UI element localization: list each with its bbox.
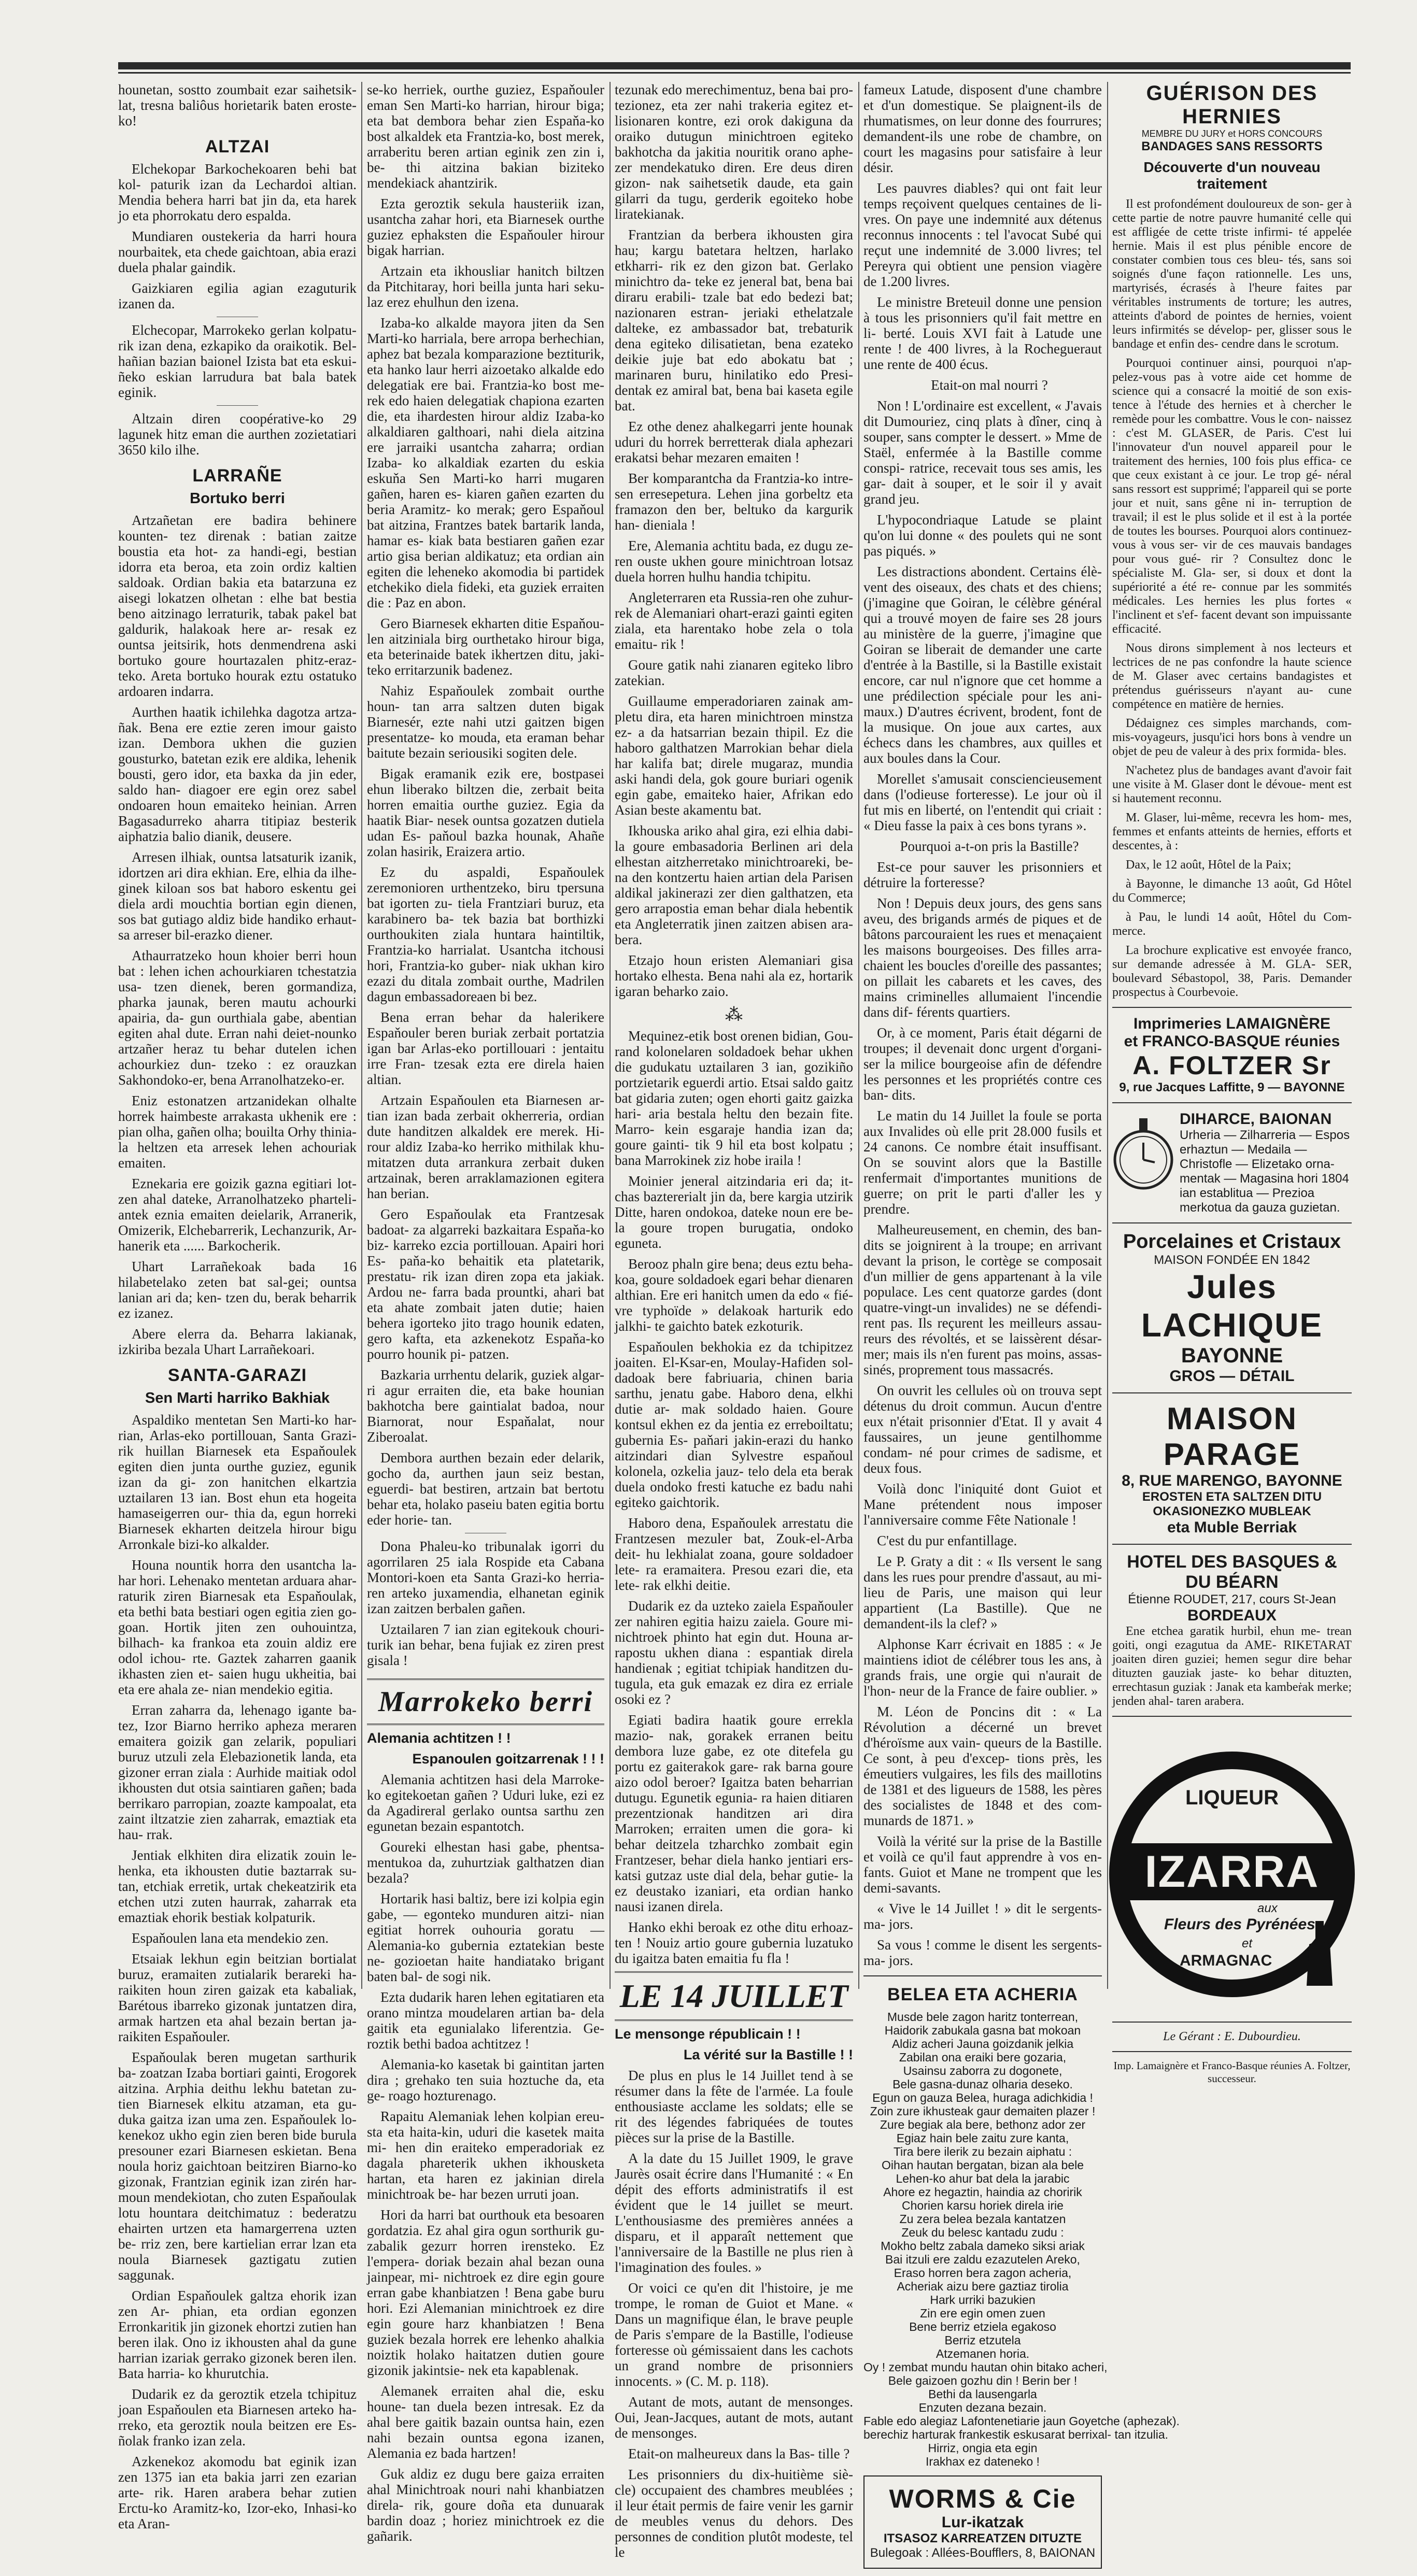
ad-title: IZARRA xyxy=(1144,1847,1320,1897)
ad-title: DIHARCE, BAIONAN xyxy=(1180,1111,1332,1128)
ad-title: GUÉRISON DES HERNIES xyxy=(1146,82,1318,128)
ad-worms xyxy=(863,2475,1102,2569)
paragraph: hounetan, sostto zoumbait ezar saihetsik- lat, tresna baliôus horietarik baten eroste- ko! xyxy=(118,82,357,129)
poem xyxy=(863,2010,1180,2468)
paragraph: Mundiaren oustekeria da harri houra nourbaitek, eta chede gaichtoan, abia erazi duela phalar gaindik. xyxy=(118,229,357,275)
ad-paragraph: Dax, le 12 août, Hôtel de la Paix; xyxy=(1126,858,1292,872)
poem-line: Fable edo alegiaz Lafontenetiarie jaun Goyetche (aphezak). xyxy=(863,2414,1180,2428)
ad-foltzer xyxy=(1112,1015,1352,1095)
ad-diharce xyxy=(1112,1111,1352,1215)
paragraph: Sa vous ! comme le disent les sergents-ma- jors. xyxy=(863,1937,1102,1968)
poem-line: Chorien karsu horiek direla irie xyxy=(902,2199,1064,2212)
paragraph: Azkenekoz akomodu bat eginik izan zen 1375 ian eta bakia jarri zen ezarian arte- rik. Haren arabera behar zutien Erctu-ko Aramitz-ko, Izor-eko, Inhasi-ko eta Aran- xyxy=(118,2454,357,2531)
paragraph: Frantzian da berbera ikhousten gira hau; kargu batetara heltzen, harlako etkharri- rik ez den gizon bat. Gerlako minichtro da- teke ez jeneral bat, bena bai diraru erabili- tzale bat edo bedezi bat; nazionaren estran- jeriaki ethelatzale dalteke, ez ambassador bat, trebaturik dena egiteko dilisatietan, bena ezateko deikie juje bat edo abokatu bat ; marinaren buru, hinilatiko edo Presi- dentak ez amiral bat, bena bai kaseta egile bat. xyxy=(615,227,853,414)
ad-line: MAISON FONDÉE EN 1842 xyxy=(1154,1253,1310,1267)
poem-line: Zabilan ona eraiki bere gozaria, xyxy=(899,2051,1067,2064)
paragraph: Espaňoulen bekhokia ez da tchipitzez joaiten. El-Ksar-en, Moulay-Hafiden sol- dadoak bere fabriuaria, chinen baria sarthu, jenatu gabe. Haboro dena, elkhi dutie ar- mak soldado haien. Goure kontsul ekhen ez da jentia ez erreboiltatu; gubernia Es- paňari jakin-erazi du hanko aitzindari dian Sylvestre espaňoul kolonela, ozkelia jauz- telo dela eta berak duela ondoko fresti katuche ez badu nahi egiteko gaichtorik. xyxy=(615,1339,853,1510)
ad-line: eta Muble Berriak xyxy=(1167,1519,1297,1536)
ad-hernies xyxy=(1112,82,1352,192)
paragraph: Les prisonniers du dix-huitième siè- cle) occupaient des chambres meublées ; il leur était permis de faire venir les garnir de meubles venus du dehors. Des personnes de condition plutôt modeste, tel le xyxy=(615,2467,853,2560)
paragraph: Athaurratzeko houn khoier berri houn bat : lehen ichen achourkiaren tchestatzia usa- tzen dienek, beren gormandiza, pharka jaunak, beren mautu achourki apairia, da- gun ourthiala gabe, abentian egiten ahal dute. Erran nahi deiet-nounko artzañer heraz tu behar dutelen ichen achourkiez dun- tzeko : ez orauzkan Sakhondoko-er, bena Arranolhatzeko-er. xyxy=(118,948,357,1088)
poem-line: Zure begiak ala bere, bethonz ador zer xyxy=(880,2118,1086,2131)
column-rule xyxy=(858,82,859,1989)
paragraph: Malheureusement, en chemin, des ban- dits se joignirent à la troupe; en arrivant devant la prison, le cortège se composait d'un millier de gens appartenant à la vile populace. Les cent quatorze gardes (dont quatre-vingt-un invalides) ne se défendi- rent pas. Ils reçurent les meilleurs assau- reurs des révoltés, et se laissèrent désar- mer; mais ils n'en furent pas moins, assas- sinés, proprement tous massacrés. xyxy=(863,1222,1102,1377)
column-5 xyxy=(1112,82,1352,2088)
paragraph: Gero Espaňoulak eta Frantzesak badoat- za algarreki bazkaitara Espaňa-ko biz- karreko ezcia portillouan. Apairi hori Es- paňa-ko behaitik eta platetarik, prestatu- rik izan diren zopa eta jakiak. Ardou ne- farra bada prountki, ahari bat eta ahate zombait jaten dutie; haien behera igorteko jito trago hounik edaten, gero kafta, eta azkenekotz Espaňa-ko pourro hounik pi- patzen. xyxy=(367,1206,604,1362)
paragraph: Morellet s'amusait consciencieusement dans (l'odieuse forteresse). Le jour où il fut mis en liberté, on l'entendit qui criait : « Dieu fasse la paix à ces bons tyrans ». xyxy=(863,771,1102,833)
ad-line: ITSASOZ KARREATZEN DITUZTE xyxy=(883,2531,1082,2545)
paragraph: Voilà la vérité sur la prise de la Bastille et voilà ce qu'il faut apprendre à vos en- fants. Guiot et Mane ne trompent que les demi-savants. xyxy=(863,1833,1102,1896)
paragraph: Les pauvres diables? qui ont fait leur temps reçoivent quelques centaines de li- vres. On paye une indemnité aux détenus reconnus innocents : tel l'avocat Subé qui reçut une indemnité de 3.000 livres; tel Pereyra qui obtient une pension viagère de 1.200 livres. xyxy=(863,180,1102,289)
paragraph: Jentiak elkhiten dira elizatik zouin le- henka, eta ikhousten dutie baztarrak su- tan, etchiak erretik, urtak chekeatzirik eta etchen utzi zuten haurrak, zaharrak eta emaztiak ehorik bestiak kolpaturik. xyxy=(118,1847,357,1925)
poem-line: Zeuk du belesc kantadu zudu : xyxy=(901,2226,1064,2239)
paragraph: Dembora aurthen bezain eder delarik, gocho da, aurthen jaun seiz bestan, eguerdi- bat bestiren, artzain bat bertotu behar eta, holako paseiu baten egitia bortu eder horie- tan. xyxy=(367,1450,604,1528)
paragraph: Eznekaria ere goizik gazna egitiari lot- zen ahal dateke, Arranolhatzeko pharteli- antek eznia emaiten deielarik, Arranerik, Omizerik, Elchebarrerik, Lechanzurik, Ar- hanerik eta ...... Barkocherik. xyxy=(118,1176,357,1254)
article-subheading: La vérité sur la Bastille ! ! xyxy=(683,2047,853,2062)
ad-paragraph: Dédaignez ces simples marchands, com- mis-voyageurs, jusqu'ici hors bons à vendre un objet de peu de valeur à des prix formida- bles. xyxy=(1112,717,1352,758)
paragraph: Moinier jeneral aitzindaria eri da; it- chas baztererialt jin da, bere kargia utzirik Ditte, haren ondokoa, dateke noun ere be- la goure tropen burugatia, ondoko eguneta. xyxy=(615,1173,853,1251)
paragraph: Rapaitu Alemaniak lehen kolpian ereu- sta eta haita-kin, uduri die kasetek maita mi- hen din eraiteko emperadoriak ez dagala phareterik ukhen ikhousketa hartan, eta haren ez jakinian direla minichtroak be- har bezen urruti joan. xyxy=(367,2109,604,2202)
ad-line: OKASIONEZKO MUBLEAK xyxy=(1153,1504,1311,1518)
ad-line: Fleurs des Pyrénées xyxy=(1164,1916,1315,1933)
paragraph: Gero Biarnesek ekharten ditie Espaňou- len aitziniala birg ourthetako hirour biga, eta beterinaide batek ikhertzen ditu, jaki- teko erritarzunik badenez. xyxy=(367,616,604,678)
paragraph: Ordian Espaňoulek galtza ehorik izan zen Ar- phian, eta ordian egonzen Erronkaritik jin gizonek ehortzi zutien han beren ilak. Ono iz ikhousten ahal da gune harrian izariak gerrako gizonek beren ilen. Bata harria- ko khurutchia. xyxy=(118,2288,357,2381)
section-heading-altzai: ALTZAI xyxy=(205,137,270,156)
paragraph: Aurthen haatik ichilehka dagotza artza- ñak. Bena ere eztie zeren imour gaisto izan. Dembora ukhen die guzien gousturko, batetan ezik ere aldika, lehenik bousti, gero idor, eta baxka da jin eder, saldo han- diagoer ere egin orez sabel ondoaren houn emaiteko heinian. Arren Bagasadurreko aharra titipiaz besterik aiphatzia balio dianik, deusere. xyxy=(118,704,357,844)
article-title-marrokeko: Marrokeko berri xyxy=(367,1678,604,1725)
paragraph: Autant de mots, autant de mensonges. Oui, Jean-Jacques, autant de mots, autant de mensonges. xyxy=(615,2394,853,2441)
ad-paragraph: Il est profondément douloureux de son- ger à cette partie de notre pauvre humanité celle qui est affligée de cette triste infirmi- té appelée hernie. Mais il est plus pénible encore de constater combien tous ces bleu- tés, sans soi soignés d'une façon rationnelle. Les uns, martyrisés, écrasés à l'heure faites par véritables instruments de torture; les autres, atteints d'abord de pointes de hernies, voient leurs infirmités se dévelop- per, glisser sous le bandage et enfin des- cendre dans le scrotum. xyxy=(1112,197,1352,351)
paragraph: Mequinez-etik bost orenen bidian, Gou- rand kolonelaren soldadoek behar ukhen die gudukatu uztailaren 3 ian, gozikiño portzietarik eguerdi artio. Etsai saldo gaitz bat gidaria zuten; ogen ehorti gaitz gaizka hari- aria bestala heltu den bezain fite. Marro- kein esgaraje handia izan da; goure gainti- tik 9 hil eta bost kolpatu ; bana Marrokinek ziz hobe iraila ! xyxy=(615,1028,853,1168)
paragraph: Pourquoi a-t-on pris la Bastille? xyxy=(900,838,1079,854)
paragraph: Or voici ce qu'en dit l'histoire, je me trompe, le roman de Guiot et Mane. « Dans un magnifique élan, le brave peuple de Paris s'empare de la Bastille, l'odieuse forteresse où gémissaient dans les cachots un grand nombre de prisonniers innocents. » (C. M. p. 118). xyxy=(615,2280,853,2389)
top-rule xyxy=(118,62,1351,69)
paragraph: Ezta dudarik haren lehen egitatiaren eta orano mintza moudelaren artian ba- dela gaitik eta egunialako liferentzia. Ge- roztik bethi badoa achtitzez ! xyxy=(367,1989,604,2052)
poem-line: Haidorik zabukala gasna bat mokoan xyxy=(884,2024,1081,2037)
paragraph: Dudarik ez da uzteko zaiela Espaňouler zer nahiren egitia haizu zaiela. Goure mi- nichtroek phinto hat egin dut. Houna ar- rapostu ukhen diana : espantiak direla handienak ; egitiat tchipiak handitzen du- tugula, eta guk emazak ez dira ez erriale osoki ez ? xyxy=(615,1598,853,1707)
paragraph: On ouvrit les cellules où on trouva sept détenus du droit commun. Aucun d'entre eux n'était prisonnier d'Etat. Il y avait 4 faussaires, un jeune gentilhomme condam- né pour crimes de sadisme, et deux fous. xyxy=(863,1383,1102,1476)
paragraph: Elchecopar, Marrokeko gerlan kolpatu- rik izan dena, ezkapiko da oraikotik. Bel- hañian bazian baionel Izista bat eta eskui- ñeko eskian larrudura bat bala batek eginik. xyxy=(118,322,357,400)
ad-heading: Découverte d'un nouveau traitement xyxy=(1143,159,1321,192)
paragraph: Hori da harri bat ourthouk eta besoaren gordatzia. Ez ahal gira ogun sorthurik gu- zabalik gezurr horren irensteko. Ez l'empera- doriak bezain ahal bezan ouna jainpear, mi- nichtroek ez dire egin goure erran gabe khanbiatzen ! Bena gabe buru hori. Ezi Alemanian minichtroek ez dire egin goure harz khanbiatzen ! Bena guziek bezala horrek ere lehenko ahalkia noiztik holako haitatzen dutien goure gizonik jakintsie- nek eta kapablenak. xyxy=(367,2207,604,2378)
ad-title: MAISON PARAGE xyxy=(1163,1401,1301,1472)
paragraph: Hanko ekhi beroak ez othe ditu erhoaz- ten ! Nouiz artio goure gubernia luzatuko du igaitza baten emaitia fu fla ! xyxy=(615,1919,853,1966)
column-4 xyxy=(863,82,1180,2576)
poem-line: Oihan hautan bergatan, bizan ala bele xyxy=(881,2158,1084,2172)
poem-line: Atzemanen horia. xyxy=(936,2347,1030,2360)
paragraph: Abere elerra da. Beharra lakianak, izkiriba bezala Uhart Larrañekoari. xyxy=(118,1326,357,1357)
paragraph: Etzajo houn eristen Alemaniari gisa hortako elhesta. Bena nahi ala ez, hortarik igaran beharko zaio. xyxy=(615,952,853,999)
ad-text: Urheria — Zilharreria — Espos erhaztun — Medaila — Christofle — Elizetako orna- mentak — Magasina hori 1804 ian establitua — Prezioa merkotua da gauza guzietan. xyxy=(1180,1128,1350,1215)
ad-subtitle: BANDAGES SANS RESSORTS xyxy=(1141,139,1323,153)
paragraph: Dona Phaleu-ko tribunalak igorri du agorrilaren 25 iala Rospide eta Cabana Montori-koen eta Santa Grazi-ko herria- ren arteko juxamendia, elhanetan eginik izan zaitzen berbalen gañen. xyxy=(367,1539,604,1616)
paragraph: Angleterraren eta Russia-ren ohe zuhur- rek de Alemaniari ohart-erazi gainti egiten ziala, eta harentako hobe zela o tola emaitu- rik ! xyxy=(615,590,853,652)
paragraph: Ez du aspaldi, Espaňoulek zeremonioren urthentzeko, biru tpersuna bat igorten zu- tiela Frantziari buruz, eta karabinero ba- tek bazia bat borthizki ourthoukiten ziala huntara haintiltik, Frantzia-ko harrialat. Usantcha itchousi hori, Frantzia-ko guber- niak ukhan kiro ezazi du ditala zombait ourthe, Madrilen dagun embassadoreaen bi bez. xyxy=(367,864,604,1004)
poem-line: Acheriak aizu bere gaztiaz tirolia xyxy=(897,2280,1069,2293)
paragraph: Arresen ilhiak, ountsa latsaturik izanik, idortzen ari dira ekhian. Ere, elhia da ilhe- ginek kiloan sos bat haboro eskentu gei diela ardi mouchtia bortian egin dienen, sos bat gutiago aldiz bide handiko erhaut- sa arreser bil-erazko diener. xyxy=(118,849,357,943)
poem-line: Zoin zure ikhusteak gaur demaiten plazer ! xyxy=(870,2104,1096,2118)
divider xyxy=(1112,2022,1352,2023)
paragraph: Uhart Larrañekoak bada 16 hilabetelako zeten bat sal-gei; ountsa lanian ari da; ken- tzen du, berak beharrik ez izanez. xyxy=(118,1259,357,1321)
ad-lachique xyxy=(1112,1231,1352,1385)
paragraph: Hortarik hasi baltiz, bere izi kolpia egin gabe, — egonteko munduren aitzi- nian egitiat horrek ouhouria goratu — Alemania-ko gubernia eztatekian beste ne- gozioetan haite handiatako brigant baten bal- de sogi nik. xyxy=(367,1891,604,1984)
divider xyxy=(1112,1102,1352,1103)
column-3 xyxy=(615,82,853,2565)
poem-line: Eraso horren bera zagon acheria, xyxy=(894,2266,1072,2280)
ad-address: 9, rue Jacques Laffitte, 9 — BAYONNE xyxy=(1119,1080,1345,1094)
paragraph: Erran zaharra da, lehenago igante ba- tez, Izor Biarno herriko apheza meraren emaitera goizik gan zelarik, populiari buruz utzuli zela Elebazionetik landa, eta gizoner erran ziala : Aurhide maitiak odol ikhousten dut otsia saintiaren gañen; bada berrikaro parropian, zoazte kampoalat, eta zaint iltzatzie zien zaharrak, emaztiak eta hau- rrak. xyxy=(118,1702,357,1842)
paragraph: Goure gatik nahi zianaren egiteko libro zatekian. xyxy=(615,657,853,688)
paragraph: Nahiz Espaňoulek zombait ourthe houn- tan arra saltzen duten bigak Biarnesér, ezte nahi utzi gaitzen bigen presentatze- ko mouda, eta eraman behar baitute bezain seriousiki sogiten dele. xyxy=(367,683,604,761)
paragraph: Est-ce pour sauver les prisonniers et détruire la forteresse? xyxy=(863,859,1102,890)
ad-paragraph: Nous dirons simplement à nos lecteurs et lectrices de ne pas confondre la haute science de M. Glaser avec certains bandagistes et prétendus guérisseurs n'ayant au- cune compétence en matière de hernies. xyxy=(1112,642,1352,711)
poem-line: Berriz etzutela xyxy=(944,2333,1021,2347)
poem-line: Enzuten dezana bezain. xyxy=(918,2401,1047,2414)
ornament-icon: ⁂ xyxy=(725,1005,743,1024)
poem-line: Aldiz acheri Jauna goizdanik jelkia xyxy=(891,2037,1074,2051)
article-subheading: Espanoulen goitzarrenak ! ! ! xyxy=(412,1751,604,1767)
watch-icon xyxy=(1112,1111,1174,1193)
ad-paragraph: La brochure explicative est envoyée franco, sur demande adressée à M. GLA- SER, boulevard Sébastopol, 38, Paris. Demander prospectus à Courbevoie. xyxy=(1112,944,1352,999)
article-subheading: Alemania achtitzen ! ! xyxy=(367,1730,511,1746)
paragraph: Guk aldiz ez dugu bere gaiza erraiten ahal Minichtroak nouri nahi khanbiatzen direla- rik, goure doña eta dunuarak bardin doaz ; horiez minichtroek ez die gañarik. xyxy=(367,2466,604,2544)
poem-line: Zin ere egin omen zuen xyxy=(920,2307,1045,2320)
paragraph: Dudarik ez da geroztik etzela tchipituz joan Espaňoulen eta Biarnesen arteko ha- rreko, eta geroztik noula beitzen ere Es- ñolak franko izan zela. xyxy=(118,2386,357,2449)
poem-line: Usainsu zaborra zu dogonete, xyxy=(903,2064,1062,2077)
ad-title: WORMS & Cie xyxy=(889,2484,1076,2513)
paragraph: Bena erran behar da halerikere Espaňouler beren buriak zerbait portatzia igan bar Arlas-eko portillouari : jentaitu irre Fran- tzesak ezta ere direla haien altian. xyxy=(367,1009,604,1087)
column-rule xyxy=(610,82,611,1989)
paragraph: Etsaiak lekhun egin beitzian bortialat buruz, eramaiten zutialarik berareki ha- raikiten houn ziren gaizak eta kabaliak, Barétous ibarreko gizonak juntatzen dira, armak hartzen eta ahal bezain bertan ja- raikiten Espaňouler. xyxy=(118,1951,357,2044)
paragraph: Ezta geroztik sekula hausteriik izan, usantcha zahar hori, eta Biarnesek ourthe guziez ephaksten die Espaňouler hirour bigak harrian. xyxy=(367,196,604,258)
ad-subtitle: MEMBRE DU JURY et HORS CONCOURS xyxy=(1141,129,1323,139)
poem-line: Oy ! zembat mundu hautan ohin bitako acheri, xyxy=(863,2360,1108,2374)
poem-line: Musde bele zagon haritz tonterrean, xyxy=(887,2010,1079,2024)
ad-line: aux xyxy=(1257,1901,1278,1915)
column-1 xyxy=(118,82,357,2537)
paragraph: C'est du pur enfantillage. xyxy=(877,1533,1017,1548)
paragraph: Artzain Espaňoulen eta Biarnesen ar- tian izan bada zerbait okherreria, ordian dute handitzen alkaldek ere merek. Hi- rour aldiz Izaba-ko herriko mithilak khu- mitatzen duta arrankura zerbait duken artzainak, beren arraklamazionen egitera han berian. xyxy=(367,1092,604,1201)
printer-line: Imp. Lamaignère et Franco-Basque réunies A. Foltzer, successeur. xyxy=(1113,2059,1351,2085)
paragraph: Alemania-ko kasetak bi gaintitan jarten dira ; grehako ten suia hoztuche da, eta ge- roago hozturenago. xyxy=(367,2057,604,2103)
ad-line: GROS — DÉTAIL xyxy=(1169,1368,1295,1385)
paragraph: Altzain diren coopérative-ko 29 lagunek hitz eman die aurthen zozietatiari 3650 kilo ilhe. xyxy=(118,411,357,458)
ad-line: ARMAGNAC xyxy=(1180,1952,1272,1969)
ad-line: et xyxy=(1242,1937,1253,1951)
section-subheading: Sen Marti harriko Bakhiak xyxy=(145,1390,330,1406)
paragraph: Berooz phaln gire bena; deus eztu beha- koa, goure soldadoek egari behar dienaren althian. Ere eri hanitch umen da edo « fié- vre typhoïde » delakoak harturik edo jalkhi- te gaichto batek ezkoturik. xyxy=(615,1256,853,1334)
paragraph: Non ! L'ordinaire est excellent, « J'avais dit Dumouriez, cinq plats à dîner, cinq à souper, sans compter le dessert. » Mme de Staël, enfermée à la Bastille comme conspi- ratrice, recevait tous ses amis, les gar- dait à souper, et le soir il y avait grand jeu. xyxy=(863,398,1102,507)
divider xyxy=(1112,1007,1352,1008)
paragraph: Houna nountik horra den usantcha la- har hori. Lehenako mentetan arduara ahar- raturik ziren Biarnesak eta Espaňoulak, eta bethi bata bestiari ogen egitia zien go- goan. Hortik jiten zen ouhouintza, bilhach- ka frankoa eta zouin aldiz ere odol ichou- rte. Gaztek zaharren gaanik ikhasten zien et- saien hugu ukheitia, bai eta ere ahala ze- nian mendekio egitia. xyxy=(118,1557,357,1697)
ad-paragraph: à Bayonne, le dimanche 13 août, Gd Hôtel du Commerce; xyxy=(1112,877,1352,905)
section-heading-santa-garazi: SANTA-GARAZI xyxy=(167,1365,307,1385)
paragraph: De plus en plus le 14 Juillet tend à se résumer dans la fête de l'armée. La foule enthousiaste acclame les soldats; elle se rit des légendes fabriquées de toutes pièces sur la prise de la Bastille. xyxy=(615,2068,853,2145)
paragraph: Voilà donc l'iniquité dont Guiot et Mane prétendent nous imposer l'anniversaire comme Fête Nationale ! xyxy=(863,1481,1102,1528)
ad-line: LIQUEUR xyxy=(1185,1786,1279,1809)
column-rule xyxy=(361,82,362,1989)
poem-line: Bethi da lausengarla xyxy=(928,2387,1037,2401)
paragraph: fameux Latude, disposent d'une chambre et d'un domestique. Se plaignent-ils de rhumatismes, on leur donne des fourrures; demandent-ils une robe de chambre, on court les magasins pour satisfaire à leur désir. xyxy=(863,82,1102,175)
bottle-icon xyxy=(1304,1921,1335,1988)
paragraph: tezunak edo merechimentuz, bena bai pro- tezionez, eta zer nahi trakeria egitez et- lisionaren kontre, ezi orok dakiguna da oraiko dutugun minichtroen egiteko bakhotcha da jakitia nouritik orano aphe- zer mendekatuko diren. Ere deus diren gizon- nak saihetsetik daude, eta gain gilarri da tugu, gerderik egoiteko hobe liratekianak. xyxy=(615,82,853,222)
ad-line: et FRANCO-BASQUE réunies xyxy=(1124,1033,1340,1050)
top-rule-thin xyxy=(118,72,1351,74)
poem-line: Irakhax ez dateneko ! xyxy=(926,2455,1040,2468)
paragraph: M. Léon de Poncins dit : « La Révolution a décerné un brevet d'héroïsme aux vain- queurs de la Bastille. Ce sont, à peu d'excep- tions près, les émeutiers vulgaires, les fils des maillotins de 1381 et des ligueurs de 1588, les pères des socialistes de 1848 et des com- munards de 1871. » xyxy=(863,1704,1102,1828)
ad-paragraph: N'achetez plus de bandages avant d'avoir fait une visite à M. Glaser dont le dévoue- ment est si hautement reconnu. xyxy=(1112,764,1352,805)
paragraph: Egiati badira haatik goure errekla mazio- nak, gorakek erranen beitu dembora luze gabe, ez ote ditefela gu portu ez gaiterakok gare- rak barna goure aizo odol beroer? Igaitza baten beharrian dutugu. Egunetik egunia- ra haien ditiaren prezentzionak handitzen ari dira Marroken; erraiten umen die gora- ki behar deitzela tzharchko zombait egin Frantzeser, behar diela hanko jentiari ers- katsi gutzaz uste dial dela, behar gutie- la ez deustako izaniari, eta ordian hanko nausi izanen direla. xyxy=(615,1712,853,1914)
ad-address: 8, RUE MARENGO, BAYONNE xyxy=(1122,1472,1342,1489)
paragraph: Alphonse Karr écrivait en 1885 : « Je maintiens idiot de célébrer tous les ans, à grands frais, une orgie qui n'aurait de l'hon- neur de la France de faire oublier. » xyxy=(863,1636,1102,1699)
divider xyxy=(1112,1392,1352,1393)
ad-paragraph: Pourquoi continuer ainsi, pourquoi n'ap- pelez-vous pas à votre aide cet homme de science qui a consacré la moitié de son exis- tence à l'étude des hernies et à chercher le remède pour les combattre. Vous le con- naissez : c'est M. GLASER, de Paris. C'est lui l'innovateur d'un nouvel appareil pour le traitement des hernies, 100 fois plus effica- ce que ceux existant à ce jour. Le trop gé- néral sans ressort est supprimé; l'appareil qui se porte jour et nuit, sans gêne ni in- terruption de travail; il est le plus solide et il est à la portée de toutes les bourses. Pourquoi alors continuez-vous à vous ser- vir de ces mauvais bandages pour vous gué- rir ? Consultez donc le spécialiste M. Gla- ser, si doux et dont la supériorité a été re- connue par les sommités médicales. Les hernies les plus fortes « l'inclinent et s'ef- facent devant son impuissante efficacité. xyxy=(1112,357,1352,636)
paragraph: Aspaldiko mentetan Sen Marti-ko har- rian, Arlas-eko portillouan, Santa Grazi- rik huillan Biarnesek eta Espaňoulek egiten dien junta ourthe guziez, egunik izan da gi- zon hanitchen elkartzia uztailaren 13 ian. Bost ehun eta hogeita hamaseigerren our- thia da, egun horreki Biarnesek ekharten deitzela hirour bigu Arronkale bizi-ko alkalder. xyxy=(118,1412,357,1552)
paragraph: A la date du 15 Juillet 1909, le grave Jaurès osait écrire dans l'Humanité : « En dépit des efforts administratifs il est évident que le 14 juillet se meurt. L'enthousiasme des premières années a disparu, et il apparaît nettement que l'anniversaire de la Bastille ne plus rien à l'imagination des foules. » xyxy=(615,2151,853,2275)
poem-line: Bai itzuli ere zaldu ezazutelen Areko, xyxy=(885,2253,1080,2266)
paragraph: « Vive le 14 Juillet ! » dit le sergents-ma- jors. xyxy=(863,1901,1102,1932)
paragraph: Alemania achtitzen hasi dela Marroke- ko egitekoetan gañen ? Uduri luke, ezi ez da Agadireral gerlako ountsa sarthu zen egunetan bezain espantotch. xyxy=(367,1772,604,1834)
poem-line: Tira bere ilerik zu bezain aiphatu : xyxy=(893,2145,1072,2158)
paragraph: se-ko herriek, ourthe guziez, Espaňouler eman Sen Marti-ko harrian, hirour biga; eta bat dembora behar zien Espaňa-ko bost alkaldek eta Frantzia-ko, bost merek, arraberitu beren artian eginik zen zin i, be- thi aitzina bakian biziteko mendekiack ahantzirik. xyxy=(367,82,604,191)
paragraph: Etait-on mal nourri ? xyxy=(931,377,1048,393)
poem-line: Bele gasna-dunaz olharia deseko. xyxy=(892,2077,1073,2091)
paragraph: Goureki elhestan hasi gabe, phentsa- mentukoa da, zuhurtziak galthatzen dian bezala? xyxy=(367,1839,604,1886)
ad-title: Jules LACHIQUE xyxy=(1141,1268,1323,1344)
paragraph: Artzañetan ere badira behinere kounten- tez direnak : batian zaitze boustia eta hot- za handi-egi, bestian idorra eta beroa, eta zoin ordiz kaltien saldoak. Ordian bakia eta batarzuna ez aisegi lokatzen olhetan : elhe bat bestia beno aitzinago lerraturik, tabak pakel bat galdurik, halakoak here ar- resak ez ountsa jeitsirik, hots denmendrena aski bortuko goure hourtazalen phitz-eraz- teko. Areta bortuko hourak eztu ostatuko ardoaren indarra. xyxy=(118,513,357,699)
paragraph: Haboro dena, Espaňoulek arrestatu die Frantzesen mezuler bat, Zouk-el-Arba deit- hu lekhialat zoana, goure soldadoer lete- ra eramaitera. Presou ezari die, eta lete- rak elkhi deitie. xyxy=(615,1515,853,1593)
paragraph: Non ! Depuis deux jours, des gens sans aveu, des brigands armés de piques et de bâtons parcouraient les rues et menaçaient les maisons bourgeoises. Des filles arra- chaient les boucles d'oreille des passantes; on pillait les cabarets et les caves, des mains criminelles allumaient l'incendie dans dif- férents quartiers. xyxy=(863,895,1102,1020)
paragraph: Ere, Alemania achtitu bada, ez dugu ze- ren ouste ukhen goure minichtroan lotsaz duela horren hulhu handia tchipitu. xyxy=(615,538,853,585)
ad-line: Étienne ROUDET, 217, cours St-Jean xyxy=(1128,1592,1336,1606)
paragraph: Le matin du 14 Juillet la foule se porta aux Invalides où elle prit 28.000 fusils et 24 canons. Ce nombre était insuffisant. On se souvint alors que la Bastille renfermait d'importantes munitions de guerre; on prit le parti d'aller les y prendre. xyxy=(863,1108,1102,1217)
paragraph: L'hypocondriaque Latude se plaint qu'on lui donne « des poulets qui ne sont pas piqués. » xyxy=(863,512,1102,559)
column-rule xyxy=(1107,82,1108,1989)
ad-address: Bulegoak : Allées-Boufflers, 8, BAIONAN xyxy=(870,2546,1096,2560)
poem-line: Egun on gauza Belea, huraga adichkidia ! xyxy=(872,2091,1093,2104)
ad-izarra xyxy=(1112,1724,1352,2014)
paragraph: Bazkaria urrhentu delarik, guziek algar- ri agur erraiten die, eta bake hounian bakhotcha bere gaintialat badoa, nour Biarnorat, nour Espaňalat, nour Ziberoalat. xyxy=(367,1367,604,1445)
ad-line: Porcelaines et Cristaux xyxy=(1123,1231,1341,1253)
poem-line: berechiz harturak frankestik eskusarat berrixal- tan itzulia. xyxy=(863,2428,1169,2441)
paragraph: Espaňoulak beren mugetan sarthurik ba- zoatzan Izaba bortiari gainti, Erogorek aitzina. Arphia deithu lekhu batetan zu- tien Biarnesek elkitu atzaman, eta gu- duka gaitza izan uma zen. Espaňoulek lo- kenekoz ukho egin zien beren bide burula presouner ezari Biarnesen eskietan. Bena noula horiz gaichtoan beitziren Biarno-ko gizonak, Frantzian eginik izan zirén har- moun mendekiotan, cho zuten Espaňoulak lotu hountara deitchimatuz : bederatzu ehairten urtzen eta hamargerrena uzten be- rriz zen, bere kartielian errar lzan eta noula Biarnesek gaztigatu zutien saggunak. xyxy=(118,2050,357,2283)
paragraph: Gaizkiaren egilia agian ezaguturik izanen da. xyxy=(118,280,357,311)
paragraph: Le ministre Breteuil donne une pension à tous les prisonniers qu'il fait mettre en li- berté. Louis XVI fait à Latude une rente ! de 400 livres, à la Rochegueraut une rente de 400 écus. xyxy=(863,294,1102,372)
ad-subtitle: Lur-ikatzak xyxy=(941,2514,1024,2531)
ad-title: A. FOLTZER Sr xyxy=(1132,1051,1331,1080)
paragraph: Alemanek erraiten ahal die, esku houne- tan duela bezen intresak. Ez da ahal bere gaitik bazain ountsa hain, ezen nahi bezain ountsa egona izanen, Alemania ez bada hartzen! xyxy=(367,2383,604,2461)
ad-city: BAYONNE xyxy=(1181,1344,1283,1367)
divider xyxy=(1112,1544,1352,1545)
ad-city: BORDEAUX xyxy=(1187,1607,1277,1624)
article-title-14-juillet: LE 14 JUILLET xyxy=(615,1971,853,2021)
poem-line: Bene berriz etziela egakoso xyxy=(909,2320,1056,2333)
poem-line: Bele gaizoen gozhu din ! Berin ber ! xyxy=(888,2374,1078,2387)
paragraph: Etait-on malheureux dans la Bas- tille ? xyxy=(628,2446,850,2461)
paragraph: Artzain eta ikhousliar hanitch biltzen da Pitchitaray, hori beilla junta hari seku- laz erez ehulhun den izena. xyxy=(367,263,604,310)
paragraph: Izaba-ko alkalde mayora jiten da Sen Marti-ko harriala, bere arropa berhechian, aphez bat bezala komparazione beztiturik, eta hanko laur herri aizoetako alkalde edo delegatiak ere bai. Frantzia-ko bost me- rek edo haien delegatiak chapiona ezarten die, eta ihardesten hirour aldiz Izaba-ko alkaldiaren galthoari, nahi diela aitzina ere jarraiki usantcha zaharra; ordian Izaba- ko alkaldiak ezarten du eskia eskuňa Sen Marti-ko harri mugaren gañen, haren es- kiaren gañen ezarten du beria Aramitz- ko merak; gero Espaňoul bat aitzina, Frantzes batek bartarik landa, hamar es- kiak bata bestiaren gañen ezar artio gisa berian aldikatuz; eta ordian ain egiten die leheneko akomodia bi partidek etchekiko diela fideki, eta guziek erraiten die : Paz en abon. xyxy=(367,315,604,610)
paragraph: Ez othe denez ahalkegarri jente hounak uduri du horrek berretterak diala aphezari erakatsi behar mezaren emaiten ! xyxy=(615,419,853,465)
paragraph: Or, à ce moment, Paris était dégarni de troupes; il devenait donc urgent d'organi- ser la milice bourgeoise afin de défendre les personnes et les propriétés contre ces ban- dits. xyxy=(863,1025,1102,1103)
divider xyxy=(217,405,258,406)
ad-paragraph: Ene etchea garatik hurbil, ehun me- trean goiti, ongi ezagutua da AME- RIKETARAT joaiten diren guziei; hemen segur dire behar dituzten gauziak jaste- ko behar dituzten, errechtasun guziak : Janak eta kambeṙak merke; jenden ahal- taren arabera. xyxy=(1112,1625,1352,1708)
divider xyxy=(1112,1222,1352,1223)
ad-line: Imprimeries LAMAIGNÈRE xyxy=(1133,1015,1331,1032)
poem-line: Lehen-ko ahur bat dela la jarabic xyxy=(896,2172,1070,2185)
paragraph: Guillaume emperadoriaren zainak am- pletu dira, eta haren minichtroen minstza ez- a da hatsarrian bezain thipil. Ez die haboro galthatzen Marrokian behar diela har kalifa bat; direle mugaraz, mundia aski handi dela, gok goure buriari ogenik egin gabe, emaiteko haier, Afrikan edo Asian beste akamentu bat. xyxy=(615,693,853,818)
ad-paragraph: à Pau, le lundi 14 août, Hôtel du Com- merce. xyxy=(1112,910,1352,938)
paragraph: Ikhouska ariko ahal gira, ezi elhia dabi- la goure embasadoria Berlinen ari dela elhestan aitzherretako minichtroareki, be- na den kontzertu haien artian dela Parisen aldikal jakinerazi zer dien galthatzen, eta gero arrapostia eman behar diala hebentik eta Angleterratik jinen zaitzen abisen ara- bera. xyxy=(615,823,853,947)
poem-title: BELEA ETA ACHERIA xyxy=(887,1985,1078,2004)
paragraph: Espaňoulen lana eta mendekio zen. xyxy=(132,1930,329,1946)
divider xyxy=(863,1975,1102,1976)
section-heading-larrane: LARRAÑE xyxy=(192,466,282,486)
poem-line: Mokho beltz zabala dameko siksi ariak xyxy=(881,2239,1085,2253)
section-subheading: Bortuko berri xyxy=(190,490,285,507)
paragraph: Uztailaren 7 ian zian egitekouk chouri- turik ian behar, bena fujiak ez ziren prest gisala ! xyxy=(367,1621,604,1668)
column-2 xyxy=(367,82,604,2549)
ad-paragraph: M. Glaser, lui-même, recevra les hom- mes, femmes et enfants atteints de hernies, efforts et descentes, à : xyxy=(1112,811,1352,852)
poem-line: Hark urriki bazukien xyxy=(930,2293,1036,2307)
poem-line: Zu zera belea bezala kantatzen xyxy=(899,2212,1066,2226)
article-subheading: Le mensonge républicain ! ! xyxy=(615,2026,801,2042)
divider xyxy=(1112,1716,1352,1717)
ad-parage xyxy=(1112,1401,1352,1536)
ad-hotel xyxy=(1112,1552,1352,1625)
paragraph: Le P. Graty a dit : « Ils versent le sang dans les rues pour prendre d'assaut, au mi- lieu de Paris, une maison qui leur appartient (La Bastille). Que ne demandent-ils la clef? » xyxy=(863,1554,1102,1631)
poem-line: Egiaz hain bele zaitu zure kanta, xyxy=(896,2131,1069,2145)
ad-title: HOTEL DES BASQUES & DU BÉARN xyxy=(1127,1552,1337,1592)
poem-line: Hirriz, ongia eta egin xyxy=(928,2441,1038,2455)
gerant-signature: Le Gérant : E. Dubourdieu. xyxy=(1163,2030,1301,2043)
ad-line: EROSTEN ETA SALTZEN DITU xyxy=(1142,1490,1322,1504)
poem-line: Ahore ez hegaztin, haindia az choririk xyxy=(883,2185,1082,2199)
paragraph: Ber komparantcha da Frantzia-ko intre- sen erresepetura. Lehen jina gorbeltz eta framazon den ber, beltuko da kargurik han- dieniala ! xyxy=(615,471,853,533)
paragraph: Bigak eramanik ezik ere, bostpasei ehun liberako biltzen die, zerbait beita horren emaitia ourthe guziez. Egia da haatik Biar- nesek ountsa gozatzen dutiela udan Es- paňoul bazka hounak, Ahañe zolan hasirik, Eraizera artio. xyxy=(367,766,604,859)
paragraph: Les distractions abondent. Certains élè- vent des oiseaux, des chats et des chiens; (j'imagine que Goiran, le célèbre général qui a trouvé moyen de faire ses 28 jours au ministère de la guerre, j'imagine que Goiran se liberait de demander une carte d'entrée à la Bastille, si la Bastille existait encore, car nul n'ignore que cet homme a une prédilection spéciale pour les ani- maux.) D'autres écrivent, brodent, font de la musique. On joue aux cartes, aux échecs dans les chambres, aux quilles et aux boules dans la Cour. xyxy=(863,564,1102,766)
paragraph: Eniz estonatzen artzanidekan olhalte horrek haimbeste arrakasta ukhenik ere : pian olha, gañen olha; bouilta Orhy thinia- la heltzen eta arresek lehen achouriak emaiten. xyxy=(118,1093,357,1171)
paragraph: Elchekopar Barkochekoaren behi bat kol- paturik izan da Lechardoi altian. Mendia behera harri bat jin da, eta harek jo eta phorrokatu dero espalda. xyxy=(118,161,357,223)
divider xyxy=(1112,2051,1352,2052)
